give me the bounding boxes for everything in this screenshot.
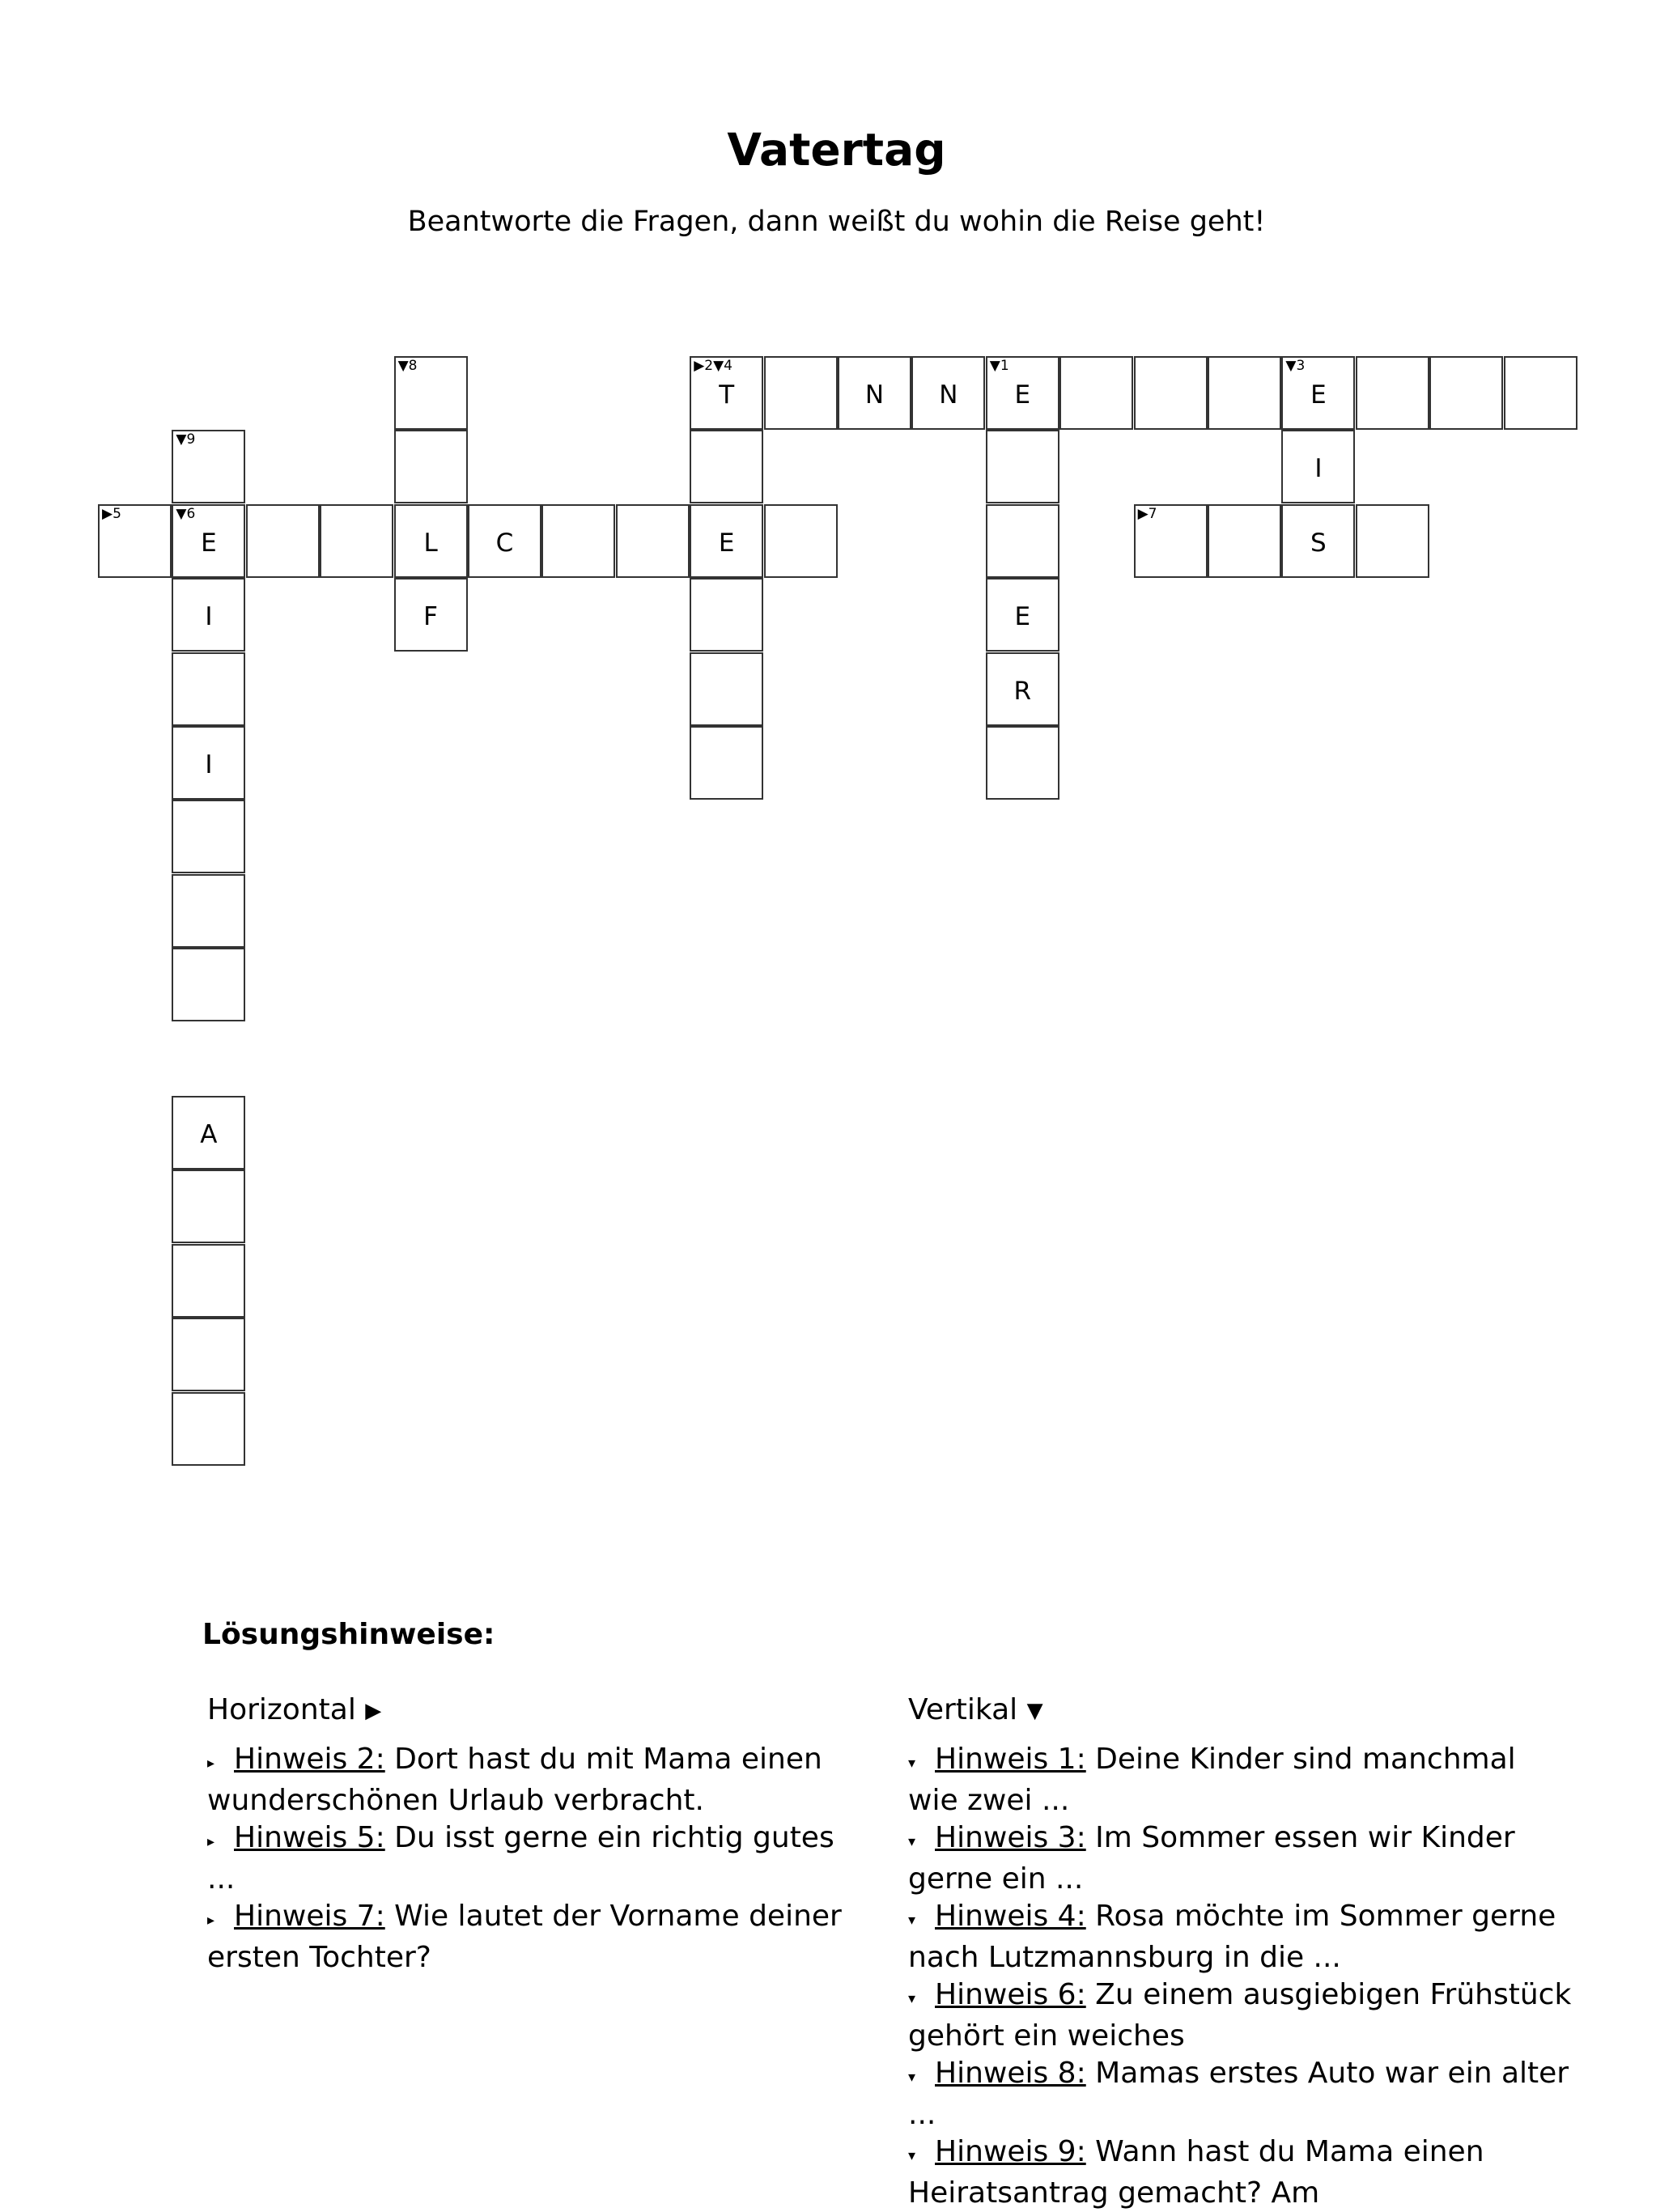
- crossword-cell[interactable]: [911, 356, 985, 430]
- crossword-cell[interactable]: [986, 652, 1059, 726]
- clue-text: Wann hast du Mama einen Heiratsantrag gemacht? Am: [908, 2135, 1484, 2210]
- clue-item: [908, 1898, 1572, 1976]
- crossword-cell[interactable]: [986, 356, 1059, 430]
- crossword-cell[interactable]: [1134, 504, 1208, 578]
- clue-item: [908, 1819, 1572, 1898]
- crossword-cell[interactable]: [1208, 504, 1281, 578]
- cell-number: ▶2▼4: [694, 358, 732, 374]
- crossword-cell[interactable]: [98, 504, 172, 578]
- small-arrow-down-icon: ▾: [908, 2069, 916, 2086]
- clue-label: Hinweis 5:: [234, 1821, 385, 1854]
- crossword-cell[interactable]: [1208, 356, 1281, 430]
- crossword-cell[interactable]: [764, 356, 838, 430]
- arrow-down-icon: ▼: [1026, 1699, 1043, 1723]
- crossword-cell[interactable]: [394, 430, 468, 503]
- clue-label: Hinweis 1:: [935, 1743, 1086, 1776]
- cell-letter: N: [939, 380, 958, 410]
- crossword-cell[interactable]: [1281, 504, 1355, 578]
- crossword-cell[interactable]: [320, 504, 393, 578]
- small-arrow-down-icon: ▾: [908, 1833, 916, 1850]
- clue-text: Du isst gerne ein richtig gutes ...: [207, 1821, 834, 1896]
- crossword-cell[interactable]: [1504, 356, 1577, 430]
- page-title: Vatertag: [727, 124, 946, 176]
- crossword-cell[interactable]: [172, 1170, 245, 1243]
- clue-item: [908, 2055, 1572, 2133]
- clues-heading: Lösungshinweise:: [202, 1618, 495, 1651]
- vertical-clue-list: [908, 1741, 1572, 2212]
- small-arrow-right-icon: ▸: [207, 1912, 215, 1929]
- crossword-cell[interactable]: [172, 1244, 245, 1318]
- cell-letter: E: [718, 528, 735, 558]
- cell-letter: C: [495, 528, 514, 558]
- cell-number: ▼8: [397, 358, 418, 374]
- clue-item: [908, 2133, 1572, 2212]
- crossword-cell[interactable]: [172, 1318, 245, 1391]
- cell-number: ▼9: [176, 431, 196, 448]
- crossword-cell[interactable]: [172, 1392, 245, 1466]
- cell-letter: I: [205, 602, 213, 632]
- horizontal-clue-list: [207, 1741, 855, 1976]
- cell-letter: A: [200, 1120, 218, 1149]
- crossword-cell[interactable]: [838, 356, 911, 430]
- crossword-cell[interactable]: [172, 504, 245, 578]
- clue-item: [908, 1976, 1572, 2055]
- small-arrow-down-icon: ▾: [908, 1990, 916, 2007]
- cell-number: ▶5: [102, 505, 121, 522]
- crossword-cell[interactable]: [394, 504, 468, 578]
- clue-label: Hinweis 9:: [935, 2135, 1086, 2168]
- crossword-cell[interactable]: [172, 578, 245, 652]
- crossword-cell[interactable]: [690, 652, 763, 726]
- crossword-cell[interactable]: [1429, 356, 1503, 430]
- crossword-cell[interactable]: [172, 726, 245, 800]
- cell-number: ▼6: [176, 505, 196, 522]
- crossword-cell[interactable]: [986, 726, 1059, 800]
- cell-letter: I: [205, 750, 213, 779]
- clue-label: Hinweis 4:: [935, 1900, 1086, 1933]
- arrow-right-icon: ▶: [365, 1699, 382, 1723]
- crossword-cell[interactable]: [986, 504, 1059, 578]
- cell-letter: E: [1310, 380, 1327, 410]
- crossword-cell[interactable]: [172, 800, 245, 873]
- vertical-heading: [908, 1692, 1572, 1730]
- clue-text: Rosa möchte im Sommer gerne nach Lutzmannsburg in die ...: [908, 1900, 1556, 1974]
- crossword-cell[interactable]: [1134, 356, 1208, 430]
- cell-number: ▼1: [989, 358, 1009, 374]
- horizontal-heading: [207, 1692, 855, 1730]
- crossword-cell[interactable]: [764, 504, 838, 578]
- horizontal-heading-label: Horizontal: [207, 1693, 356, 1726]
- cell-letter: S: [1310, 528, 1327, 558]
- page-subtitle: Beantworte die Fragen, dann weißt du wohin die Reise geht!: [407, 206, 1266, 238]
- crossword-cell[interactable]: [172, 948, 245, 1021]
- crossword-cell[interactable]: [172, 1096, 245, 1170]
- crossword-cell[interactable]: [1281, 430, 1355, 503]
- crossword-cell[interactable]: [986, 430, 1059, 503]
- cell-letter: T: [719, 380, 735, 410]
- crossword-cell[interactable]: [690, 726, 763, 800]
- crossword-cell[interactable]: [1356, 504, 1429, 578]
- crossword-cell[interactable]: [1059, 356, 1133, 430]
- clue-label: Hinweis 8:: [935, 2057, 1086, 2090]
- crossword-cell[interactable]: [616, 504, 690, 578]
- clue-text: Dort hast du mit Mama einen wunderschönen Urlaub verbracht.: [207, 1743, 822, 1817]
- cell-letter: N: [864, 380, 885, 410]
- clue-label: Hinweis 3:: [935, 1821, 1086, 1854]
- crossword-cell[interactable]: [1281, 356, 1355, 430]
- clue-text: Zu einem ausgiebigen Frühstück gehört ein weiches: [908, 1978, 1572, 2053]
- small-arrow-down-icon: ▾: [908, 1755, 916, 1772]
- clue-text: Im Sommer essen wir Kinder gerne ein ...: [908, 1821, 1515, 1896]
- clue-item: [207, 1741, 855, 1819]
- crossword-cell[interactable]: [172, 430, 245, 503]
- cell-letter: L: [423, 528, 438, 558]
- cell-letter: R: [1013, 676, 1032, 706]
- cell-letter: F: [423, 602, 439, 632]
- clue-text: Wie lautet der Vorname deiner ersten Tochter?: [207, 1900, 842, 1974]
- crossword-cell[interactable]: [172, 874, 245, 948]
- clue-label: Hinweis 6:: [935, 1978, 1086, 2011]
- crossword-cell[interactable]: [690, 430, 763, 503]
- cell-number: ▶7: [1137, 505, 1157, 522]
- crossword-cell[interactable]: [1356, 356, 1429, 430]
- clue-text: Deine Kinder sind manchmal wie zwei ...: [908, 1743, 1516, 1817]
- small-arrow-right-icon: ▸: [207, 1755, 215, 1772]
- crossword-cell[interactable]: [246, 504, 320, 578]
- cell-letter: I: [1314, 454, 1323, 484]
- horizontal-clues: [207, 1692, 855, 1976]
- cell-letter: E: [1014, 602, 1031, 632]
- small-arrow-down-icon: ▾: [908, 2147, 916, 2164]
- crossword-cell[interactable]: [690, 356, 763, 430]
- crossword-cell[interactable]: [986, 578, 1059, 652]
- small-arrow-down-icon: ▾: [908, 1912, 916, 1929]
- clue-item: [207, 1819, 855, 1898]
- vertical-heading-label: Vertikal: [908, 1693, 1018, 1726]
- clue-text: Mamas erstes Auto war ein alter ...: [908, 2057, 1569, 2131]
- clue-item: [908, 1741, 1572, 1819]
- small-arrow-right-icon: ▸: [207, 1833, 215, 1850]
- crossword-cell[interactable]: [690, 578, 763, 652]
- crossword-cell[interactable]: [690, 504, 763, 578]
- cell-number: ▼3: [1285, 358, 1306, 374]
- clue-item: [207, 1898, 855, 1976]
- crossword-cell[interactable]: [394, 578, 468, 652]
- cell-letter: E: [201, 528, 217, 558]
- cell-letter: E: [1014, 380, 1031, 410]
- vertical-clues: [908, 1692, 1572, 2212]
- clue-label: Hinweis 2:: [234, 1743, 385, 1776]
- crossword-cell[interactable]: [172, 652, 245, 726]
- clue-label: Hinweis 7:: [234, 1900, 385, 1933]
- crossword-cell[interactable]: [468, 504, 541, 578]
- crossword-cell[interactable]: [394, 356, 468, 430]
- crossword-cell[interactable]: [541, 504, 615, 578]
